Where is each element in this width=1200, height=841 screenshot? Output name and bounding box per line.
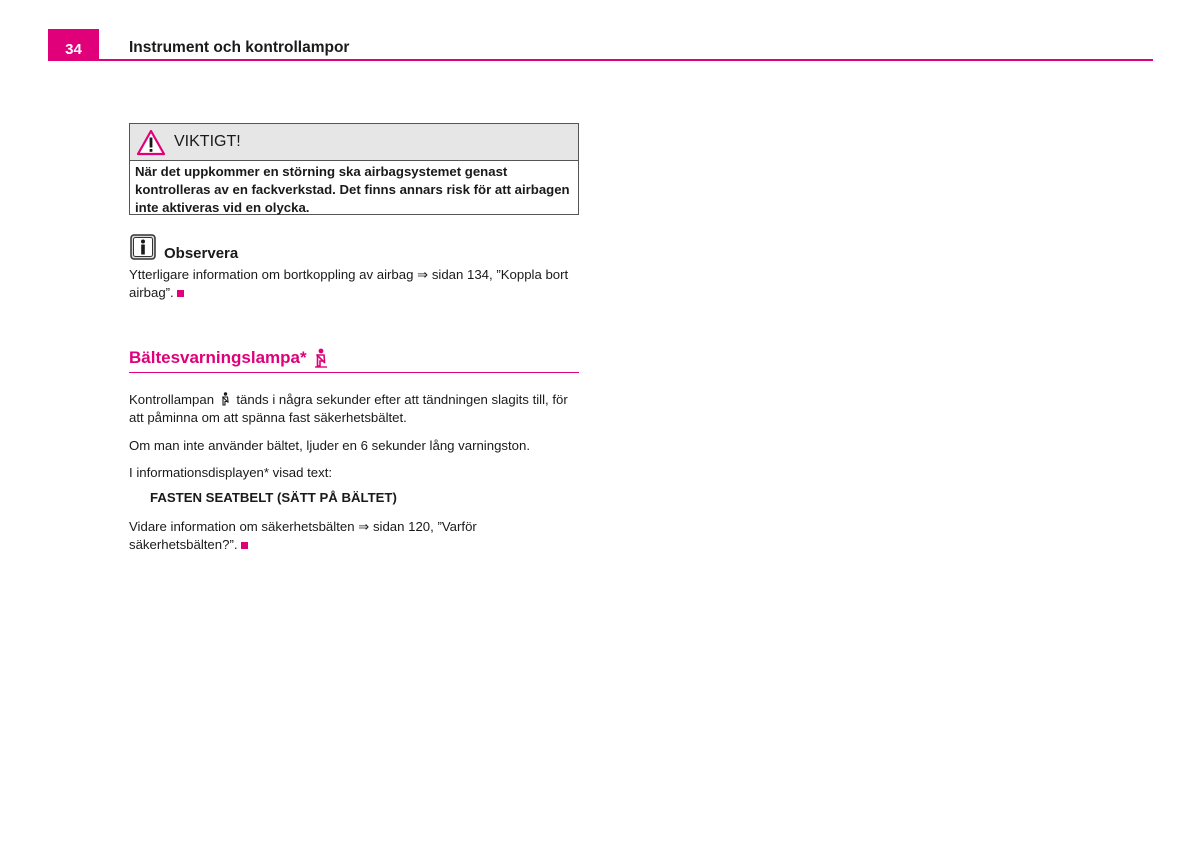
page-header-title: Instrument och kontrollampor: [129, 39, 350, 56]
note-text-start: Ytterligare information om bortkoppling av airbag: [129, 267, 414, 282]
page-number: [48, 29, 99, 61]
section-heading: [129, 348, 329, 368]
paragraph-1: [129, 391, 579, 427]
warning-box: [129, 123, 579, 215]
paragraph-2: Om man inte använder bältet, ljuder en 6 sekunder lång varningston.: [129, 438, 530, 453]
header-divider: [48, 59, 1153, 61]
warning-header: [130, 124, 578, 161]
note-text-end: sidan 134, ”Koppla bort airbag”.: [129, 267, 569, 300]
reference-arrow: ⇒: [417, 267, 429, 282]
paragraph-4-end: sidan 120, ”Varför säkerhetsbälten?”.: [129, 519, 477, 552]
paragraph-4: [129, 518, 579, 554]
note-title: Observera: [164, 245, 239, 262]
paragraph-1-start: Kontrollampan: [129, 392, 215, 407]
end-of-section-marker: [241, 542, 248, 549]
paragraph-4-start: Vidare information om säkerhetsbälten: [129, 519, 355, 534]
display-message: FASTEN SEATBELT (SÄTT PÅ BÄLTET): [150, 490, 397, 505]
page-number-text: 34: [65, 40, 82, 58]
info-icon: [130, 234, 156, 260]
warning-triangle-icon: [136, 129, 166, 156]
paragraph-1-end: tänds i några sekunder efter att tändningen slagits till, för att påminna om att spänna fast säkerhetsbältet.: [129, 392, 568, 425]
warning-text: När det uppkommer en störning ska airbagsystemet genast kontrolleras av en fackverkstad. Det finns annars risk för att airbagen inte aktiveras vid en olycka.: [135, 164, 570, 215]
seatbelt-warning-icon: [313, 348, 329, 368]
end-of-section-marker: [177, 290, 184, 297]
section-heading-text: Bältesvarningslampa*: [129, 348, 307, 367]
section-divider: [129, 372, 579, 373]
warning-title: VIKTIGT!: [174, 133, 241, 150]
paragraph-3: I informationsdisplayen* visad text:: [129, 465, 333, 480]
reference-arrow: ⇒: [358, 519, 370, 534]
note-text: [129, 266, 579, 302]
seatbelt-icon: [220, 392, 231, 406]
